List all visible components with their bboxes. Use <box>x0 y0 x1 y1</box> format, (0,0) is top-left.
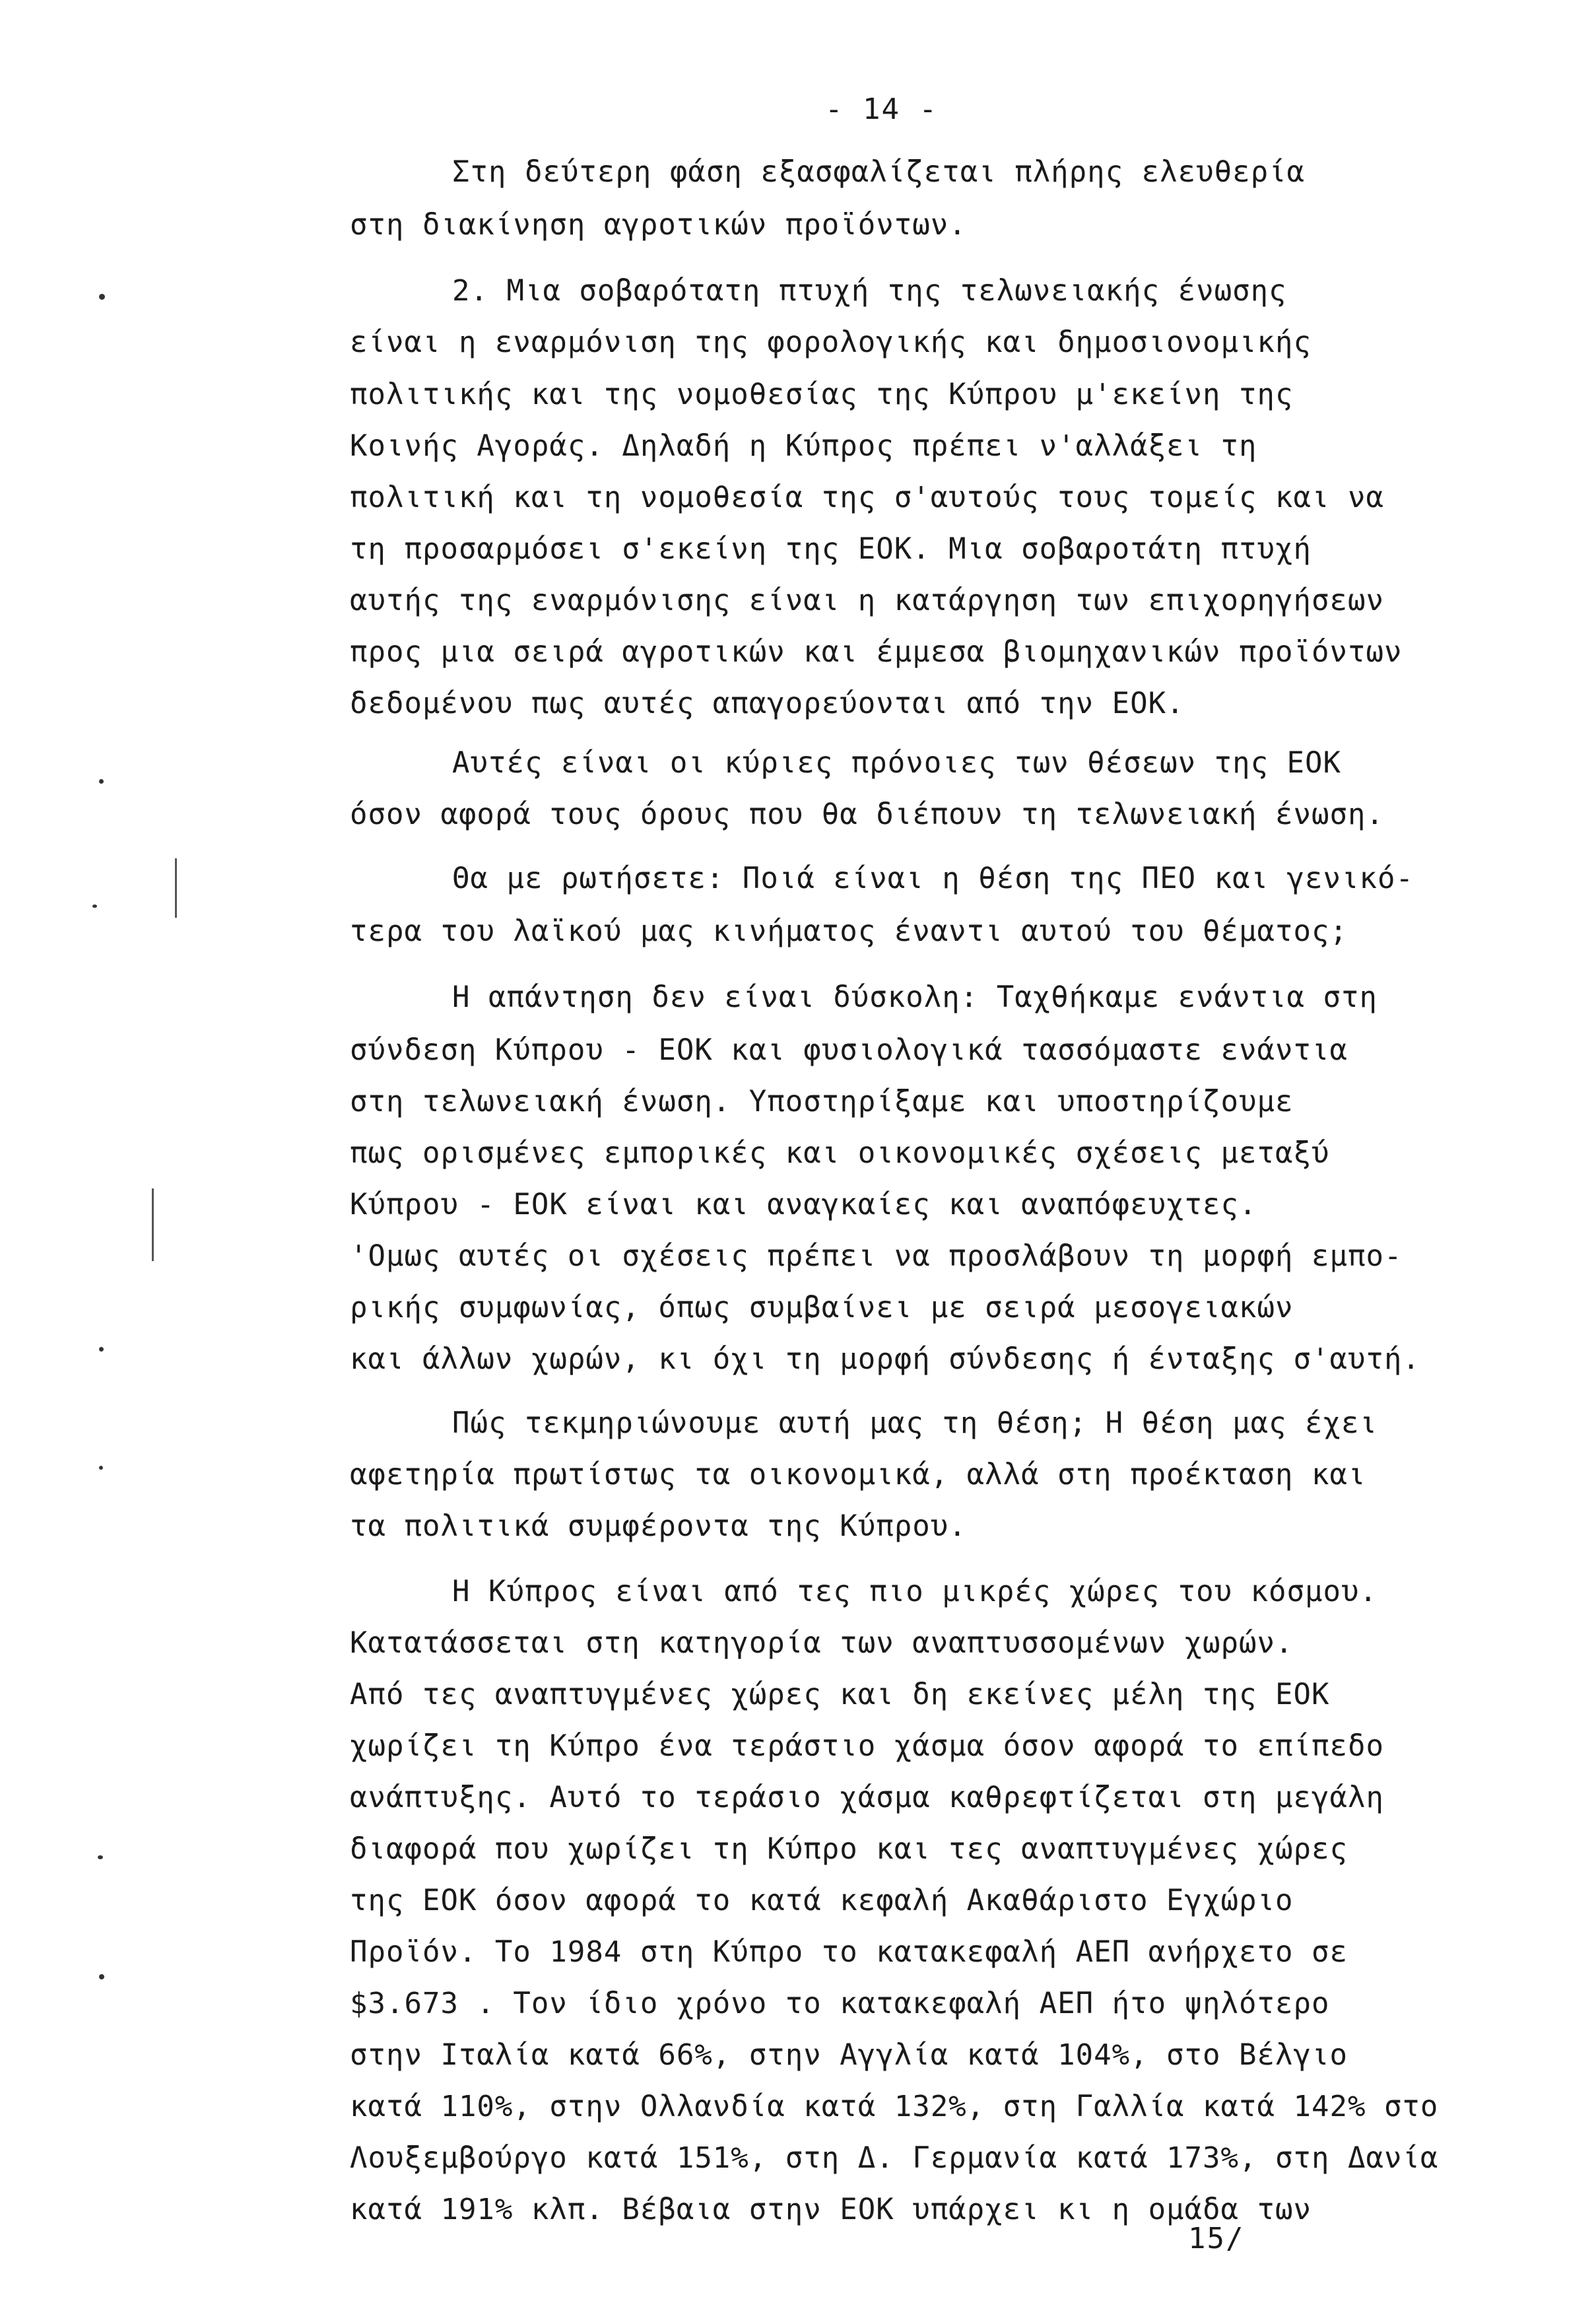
text-line: αυτής της εναρμόνισης είναι η κατάργηση των επιχορηγήσεων <box>350 584 1384 617</box>
text-line: Η απάντηση δεν είναι δύσκολη: Ταχθήκαμε ενάντια στη <box>452 980 1378 1014</box>
text-line: Από τες αναπτυγμένες χώρες και δη εκείνες μέλη της ΕΟΚ <box>350 1678 1330 1711</box>
scan-speck <box>92 905 97 908</box>
text-line: 2. Μια σοβαρότατη πτυχή της τελωνειακής ένωσης <box>452 274 1287 308</box>
text-line: πολιτικής και της νομοθεσίας της Κύπρου μ'εκείνη της <box>350 378 1294 411</box>
text-line: αφετηρία πρωτίστως τα οικονομικά, αλλά στη προέκταση και <box>350 1458 1366 1492</box>
text-line: Κοινής Αγοράς. Δηλαδή η Κύπρος πρέπει ν'αλλάξει τη <box>350 429 1257 463</box>
scan-speck <box>99 294 105 300</box>
text-line: τη προσαρμόσει σ'εκείνη της ΕΟΚ. Μια σοβαροτάτη πτυχή <box>350 532 1312 566</box>
text-line: πολιτική και τη νομοθεσία της σ'αυτούς τους τομείς και να <box>350 481 1384 514</box>
text-line: κατά 110%, στην Ολλανδία κατά 132%, στη Γαλλία κατά 142% στο <box>350 2090 1439 2123</box>
text-line: διαφορά που χωρίζει τη Κύπρο και τες αναπτυγμένες χώρες <box>350 1832 1348 1866</box>
text-line: στην Ιταλία κατά 66%, στην Αγγλία κατά 104%, στο Βέλγιο <box>350 2038 1348 2072</box>
text-line: στη τελωνειακή ένωση. Υποστηρίξαμε και υποστηρίζουμε <box>350 1085 1294 1118</box>
text-line: είναι η εναρμόνιση της φορολογικής και δημοσιονομικής <box>350 326 1312 359</box>
margin-mark <box>152 1188 154 1261</box>
text-line: κατά 191% κλπ. Βέβαια στην ΕΟΚ υπάρχει κι η ομάδα των <box>350 2193 1312 2226</box>
scan-speck <box>99 779 104 784</box>
text-line: ρικής συμφωνίας, όπως συμβαίνει με σειρά μεσογειακών <box>350 1291 1294 1324</box>
text-line: Αυτές είναι οι κύριες πρόνοιες των θέσεων της ΕΟΚ <box>452 746 1342 780</box>
text-line: όσον αφορά τους όρους που θα διέπουν τη τελωνειακή ένωση. <box>350 798 1384 831</box>
text-line: στη διακίνηση αγροτικών προϊόντων. <box>350 208 967 242</box>
scan-speck <box>99 1347 104 1352</box>
text-line: πως ορισμένες εμπορικές και οικονομικές σχέσεις μεταξύ <box>350 1136 1330 1170</box>
text-line: 'Ομως αυτές οι σχέσεις πρέπει να προσλάβουν τη μορφή εμπο- <box>350 1239 1403 1273</box>
continuation-marker: 15/ <box>1188 2222 1245 2255</box>
scan-speck <box>99 1974 104 1979</box>
text-line: Η Κύπρος είναι από τες πιο μικρές χώρες του κόσμου. <box>452 1575 1378 1608</box>
text-line: Πώς τεκμηριώνουμε αυτή μας τη θέση; Η θέση μας έχει <box>452 1406 1378 1440</box>
text-line: Κατατάσσεται στη κατηγορία των αναπτυσσομένων χωρών. <box>350 1626 1294 1660</box>
text-line: Στη δεύτερη φάση εξασφαλίζεται πλήρης ελευθερία <box>452 155 1306 189</box>
scan-speck <box>98 1855 103 1859</box>
margin-mark <box>175 858 177 918</box>
text-line: τα πολιτικά συμφέροντα της Κύπρου. <box>350 1509 967 1543</box>
text-line: της ΕΟΚ όσον αφορά το κατά κεφαλή Ακαθάριστο Εγχώριο <box>350 1884 1294 1917</box>
page-number: - 14 - <box>825 92 938 126</box>
text-line: και άλλων χωρών, κι όχι τη μορφή σύνδεσης ή ένταξης σ'αυτή. <box>350 1342 1420 1376</box>
text-line: Κύπρου - ΕΟΚ είναι και αναγκαίες και αναπόφευχτες. <box>350 1188 1257 1221</box>
text-line: χωρίζει τη Κύπρο ένα τεράστιο χάσμα όσον αφορά το επίπεδο <box>350 1729 1384 1763</box>
text-line: $3.673 . Τον ίδιο χρόνο το κατακεφαλή ΑΕΠ ήτο ψηλότερο <box>350 1987 1330 2020</box>
text-line: ανάπτυξης. Αυτό το τεράσιο χάσμα καθρεφτίζεται στη μεγάλη <box>350 1781 1384 1814</box>
text-line: τερα του λαϊκού μας κινήματος έναντι αυτού του θέματος; <box>350 914 1348 948</box>
text-line: Λουξεμβούργο κατά 151%, στη Δ. Γερμανία κατά 173%, στη Δανία <box>350 2141 1439 2175</box>
text-line: δεδομένου πως αυτές απαγορεύονται από την ΕΟΚ. <box>350 687 1185 720</box>
text-line: Προϊόν. Το 1984 στη Κύπρο το κατακεφαλή ΑΕΠ ανήρχετο σε <box>350 1935 1348 1969</box>
text-line: Θα με ρωτήσετε: Ποιά είναι η θέση της ΠΕΟ και γενικό- <box>452 862 1414 895</box>
text-line: σύνδεση Κύπρου - ΕΟΚ και φυσιολογικά τασσόμαστε ενάντια <box>350 1033 1348 1067</box>
scan-speck <box>99 1466 103 1470</box>
text-line: προς μια σειρά αγροτικών και έμμεσα βιομηχανικών προϊόντων <box>350 635 1403 669</box>
